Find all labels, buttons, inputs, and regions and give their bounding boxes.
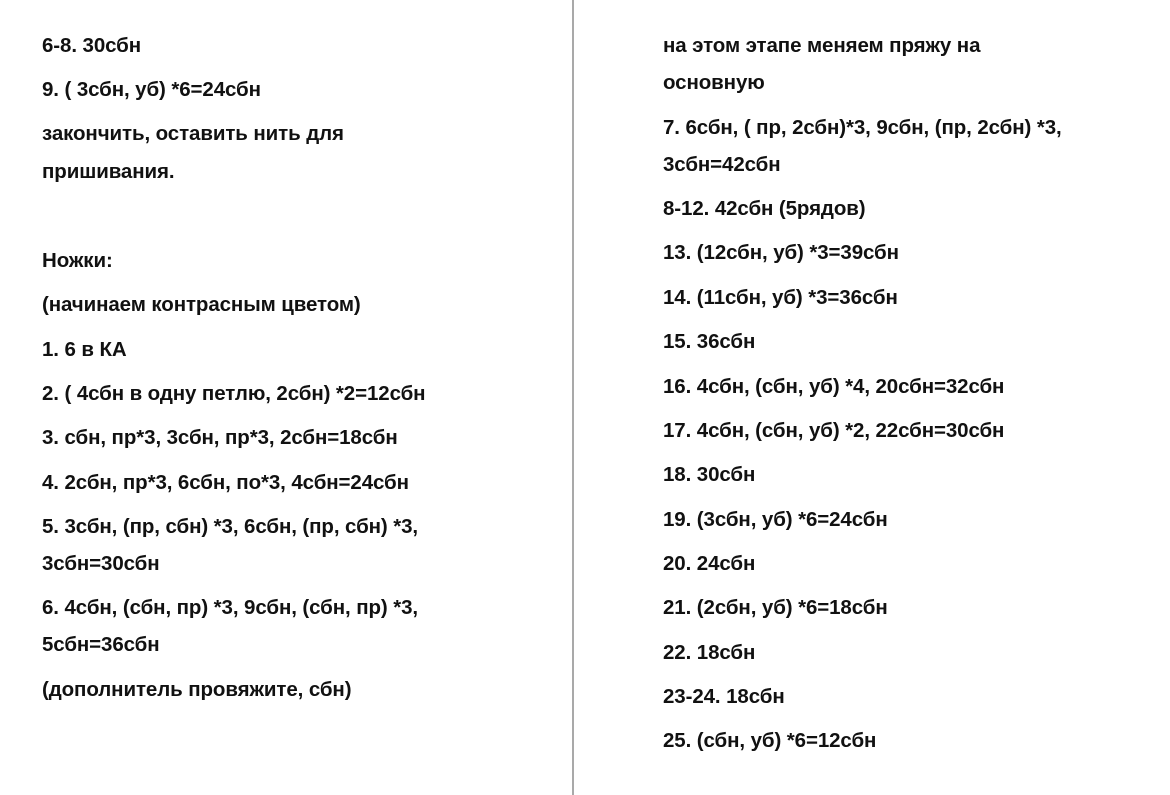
pattern-line: 3сбн=42сбн [663,153,781,176]
pattern-line: 22. 18сбн [663,641,756,664]
pattern-line: пришивания. [42,160,175,183]
pattern-line: 20. 24сбн [663,552,756,575]
pattern-line: 5сбн=36сбн [42,633,160,656]
pattern-line: (начинаем контрасным цветом) [42,293,361,316]
pattern-line: 5. 3сбн, (пр, сбн) *3, 6сбн, (пр, сбн) *3, [42,515,419,538]
pattern-line: 2. ( 4сбн в одну петлю, 2сбн) *2=12сбн [42,382,426,405]
pattern-line: 19. (3сбн, уб) *6=24сбн [663,508,888,531]
pattern-line: 1. 6 в КА [42,338,127,361]
pattern-line: закончить, оставить нить для [42,122,344,145]
pattern-line: 4. 2сбн, пр*3, 6сбн, по*3, 4сбн=24сбн [42,471,409,494]
pattern-line: 9. ( 3сбн, уб) *6=24сбн [42,78,261,101]
pattern-line: 14. (11сбн, уб) *3=36сбн [663,286,898,309]
pattern-line: (дополнитель провяжите, сбн) [42,678,352,701]
pattern-line: 17. 4сбн, (сбн, уб) *2, 22сбн=30сбн [663,419,1005,442]
pattern-line: на этом этапе меняем пряжу на [663,34,981,57]
pattern-line: 8-12. 42сбн (5рядов) [663,197,866,220]
pattern-line: 21. (2сбн, уб) *6=18сбн [663,596,888,619]
pattern-line: 6-8. 30сбн [42,34,141,57]
pattern-line: 13. (12сбн, уб) *3=39сбн [663,241,899,264]
pattern-line: 23-24. 18сбн [663,685,785,708]
pattern-line: 3. сбн, пр*3, 3сбн, пр*3, 2сбн=18сбн [42,426,398,449]
pattern-line: 25. (сбн, уб) *6=12сбн [663,729,877,752]
pattern-line: 6. 4сбн, (сбн, пр) *3, 9сбн, (сбн, пр) *3, [42,596,419,619]
pattern-line: основную [663,71,765,94]
section-heading-legs: Ножки: [42,249,113,272]
pattern-line: 18. 30сбн [663,463,756,486]
pattern-line: 7. 6сбн, ( пр, 2сбн)*3, 9сбн, (пр, 2сбн) *3, [663,116,1062,139]
column-divider [572,0,574,795]
pattern-line: 16. 4сбн, (сбн, уб) *4, 20сбн=32сбн [663,375,1005,398]
pattern-line: 3сбн=30сбн [42,552,160,575]
pattern-line: 15. 36сбн [663,330,756,353]
